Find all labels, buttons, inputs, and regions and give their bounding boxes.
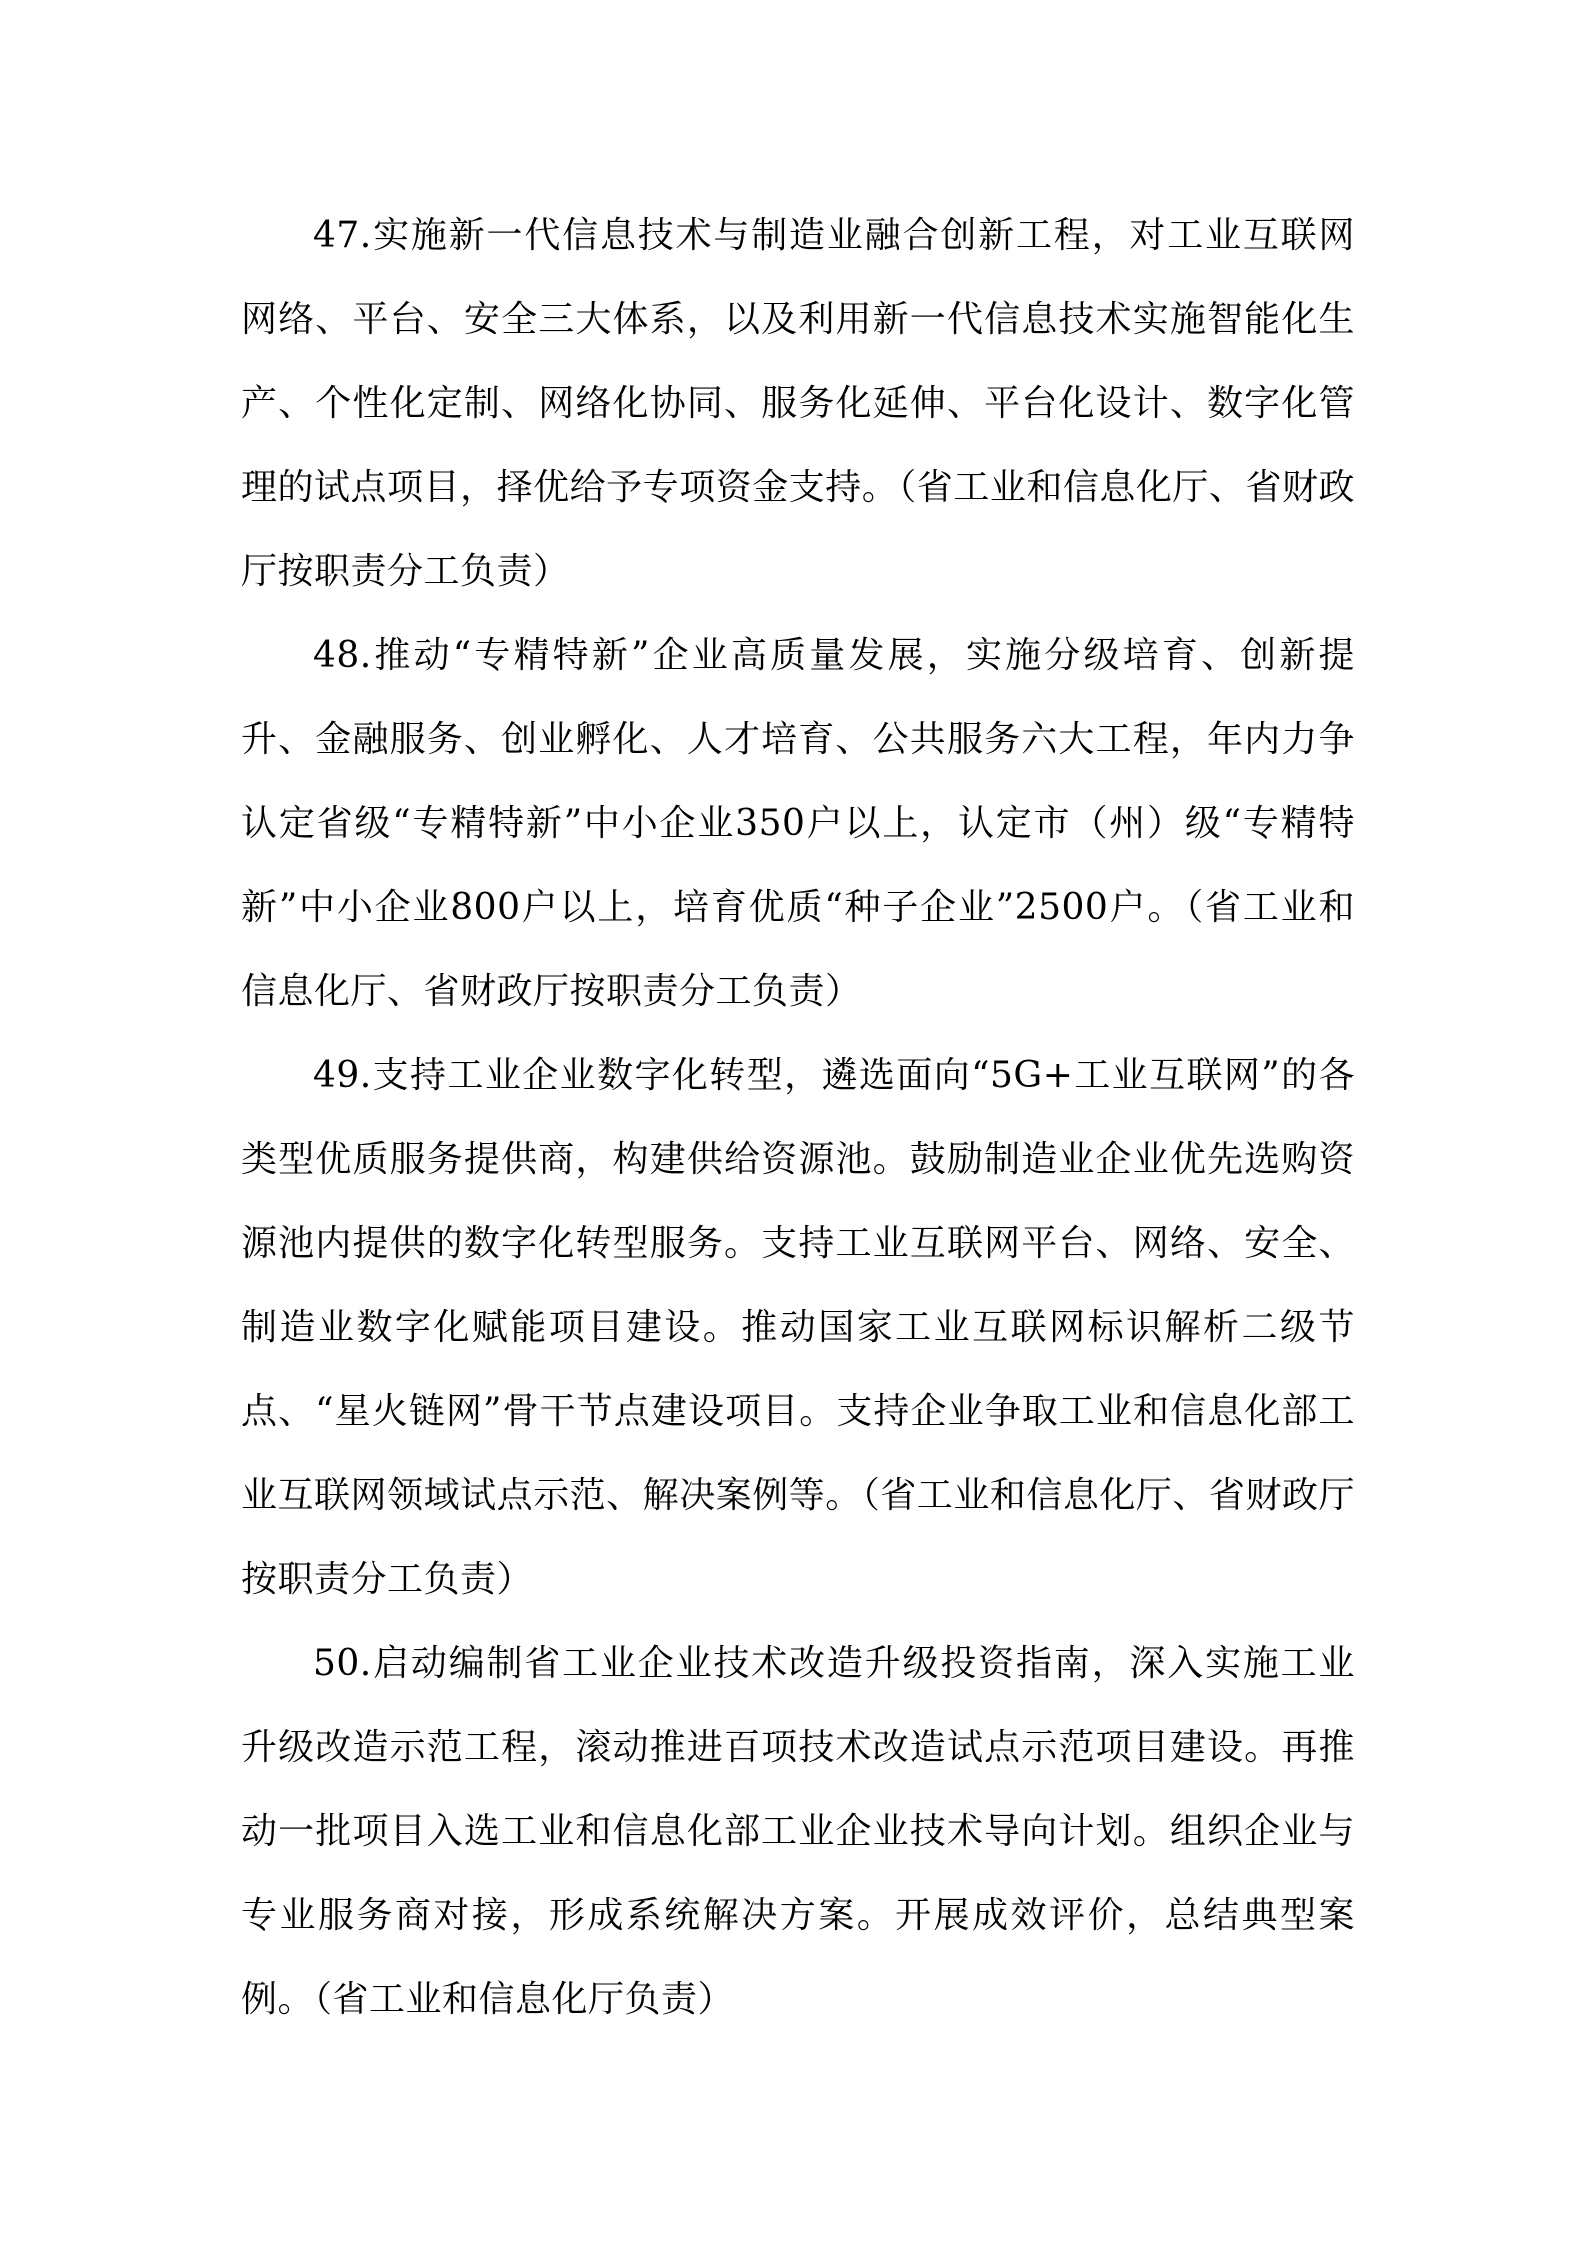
paragraph-49: 49.支持工业企业数字化转型，遴选面向“5G+工业互联网”的各类型优质服务提供商，构建供给资源池。鼓励制造业企业优先选购资源池内提供的数字化转型服务。支持工业互联网平台、网络、安全、制造业数字化赋能项目建设。推动国家工业互联网标识解析二级节点、“星火链网”骨干节点建设项目。支持企业争取工业和信息化部工业互联网领域试点示范、解决案例等。（省工业和信息化厅、省财政厅按职责分工负责） (241, 1055, 1355, 1600)
paragraph-47: 47.实施新一代信息技术与制造业融合创新工程，对工业互联网网络、平台、安全三大体系，以及利用新一代信息技术实施智能化生产、个性化定制、网络化协同、服务化延伸、平台化设计、数字化管理的试点项目，择优给予专项资金支持。（省工业和信息化厅、省财政厅按职责分工负责） (241, 215, 1355, 592)
paragraph-48: 48.推动“专精特新”企业高质量发展，实施分级培育、创新提升、金融服务、创业孵化、人才培育、公共服务六大工程，年内力争认定省级“专精特新”中小企业350户以上，认定市（州）级“专精特新”中小企业800户以上，培育优质“种子企业”2500户。（省工业和信息化厅、省财政厅按职责分工负责） (241, 635, 1355, 1012)
paragraph-50: 50.启动编制省工业企业技术改造升级投资指南，深入实施工业升级改造示范工程，滚动推进百项技术改造试点示范项目建设。再推动一批项目入选工业和信息化部工业企业技术导向计划。组织企业与专业服务商对接，形成系统解决方案。开展成效评价，总结典型案例。（省工业和信息化厅负责） (241, 1643, 1355, 2020)
document-page (241, 194, 1355, 2042)
